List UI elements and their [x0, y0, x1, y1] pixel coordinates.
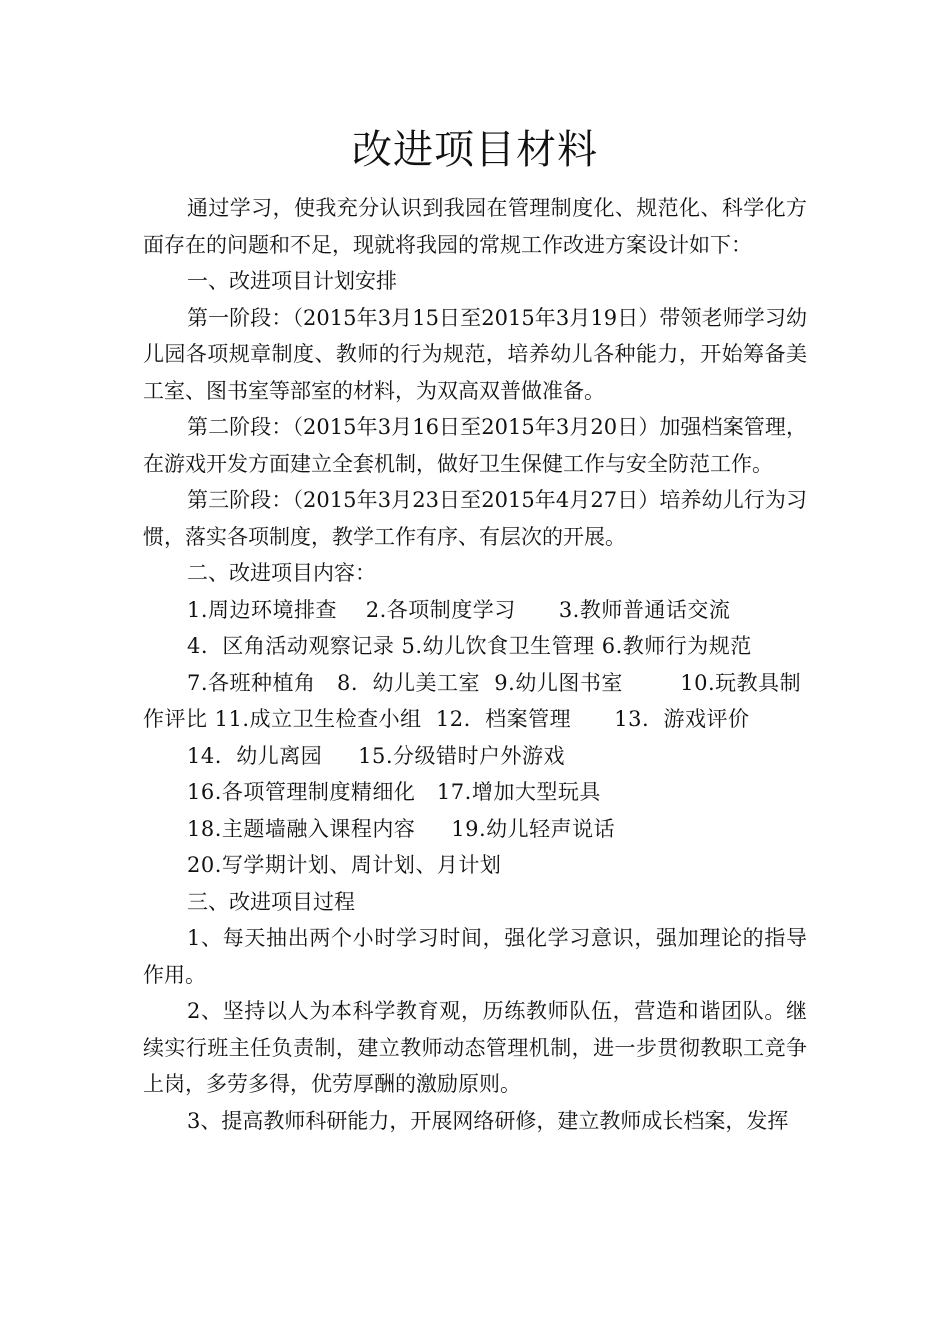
process-item-1: 1、每天抽出两个小时学习时间，强化学习意识，强加理论的指导作用。	[143, 926, 807, 987]
process-item-2: 2、坚持以人为本科学教育观，历练教师队伍，营造和谐团队。继续实行班主任负责制，建立教师动态管理机制，进一步贯彻教职工竞争上岗，多劳多得，优劳厚酬的激励原则。	[143, 999, 807, 1096]
stage-two-paragraph: 第二阶段：（2015年3月16日至2015年3月20日）加强档案管理，在游戏开发方面建立全套机制，做好卫生保健工作与安全防范工作。	[143, 415, 807, 476]
content-list-line: 4. 区角活动观察记录 5.幼儿饮食卫生管理 6.教师行为规范	[187, 634, 752, 658]
content-list-line: 20.写学期计划、周计划、月计划	[187, 853, 502, 877]
content-list-line: 14. 幼儿离园 15.分级错时户外游戏	[187, 743, 566, 768]
intro-paragraph: 通过学习，使我充分认识到我园在管理制度化、规范化、科学化方面存在的问题和不足，现就将我园的常规工作改进方案设计如下：	[143, 196, 807, 257]
content-list-line: 1.周边环境排查 2.各项制度学习 3.教师普通话交流	[187, 597, 731, 622]
document-title: 改进项目材料	[352, 127, 598, 173]
content-list-line: 18.主题墙融入课程内容 19.幼儿轻声说话	[187, 816, 616, 841]
stage-one-paragraph: 第一阶段：（2015年3月15日至2015年3月19日）带领老师学习幼儿园各项规章制度、教师的行为规范，培养幼儿各种能力，开始筹备美工室、图书室等部室的材料，为双高双普做准备。	[143, 305, 807, 403]
stage-three-paragraph: 第三阶段：（2015年3月23日至2015年4月27日）培养幼儿行为习惯，落实各项制度，教学工作有序、有层次的开展。	[143, 488, 807, 549]
document-body	[143, 120, 807, 1139]
content-list-wrapped: 7.各班种植角 8. 幼儿美工室 9.幼儿图书室 10.玩教具制作评比 11.成立卫生检查小组 12. 档案管理 13. 游戏评价	[143, 670, 802, 731]
section-heading-process: 三、改进项目过程	[187, 889, 355, 914]
section-heading-content: 二、改进项目内容：	[187, 561, 376, 585]
process-item-3: 3、提高教师科研能力，开展网络研修，建立教师成长档案，发挥	[187, 1108, 789, 1133]
content-list-line: 16.各项管理制度精细化 17.增加大型玩具	[187, 780, 601, 804]
section-heading-plan: 一、改进项目计划安排	[187, 269, 397, 293]
